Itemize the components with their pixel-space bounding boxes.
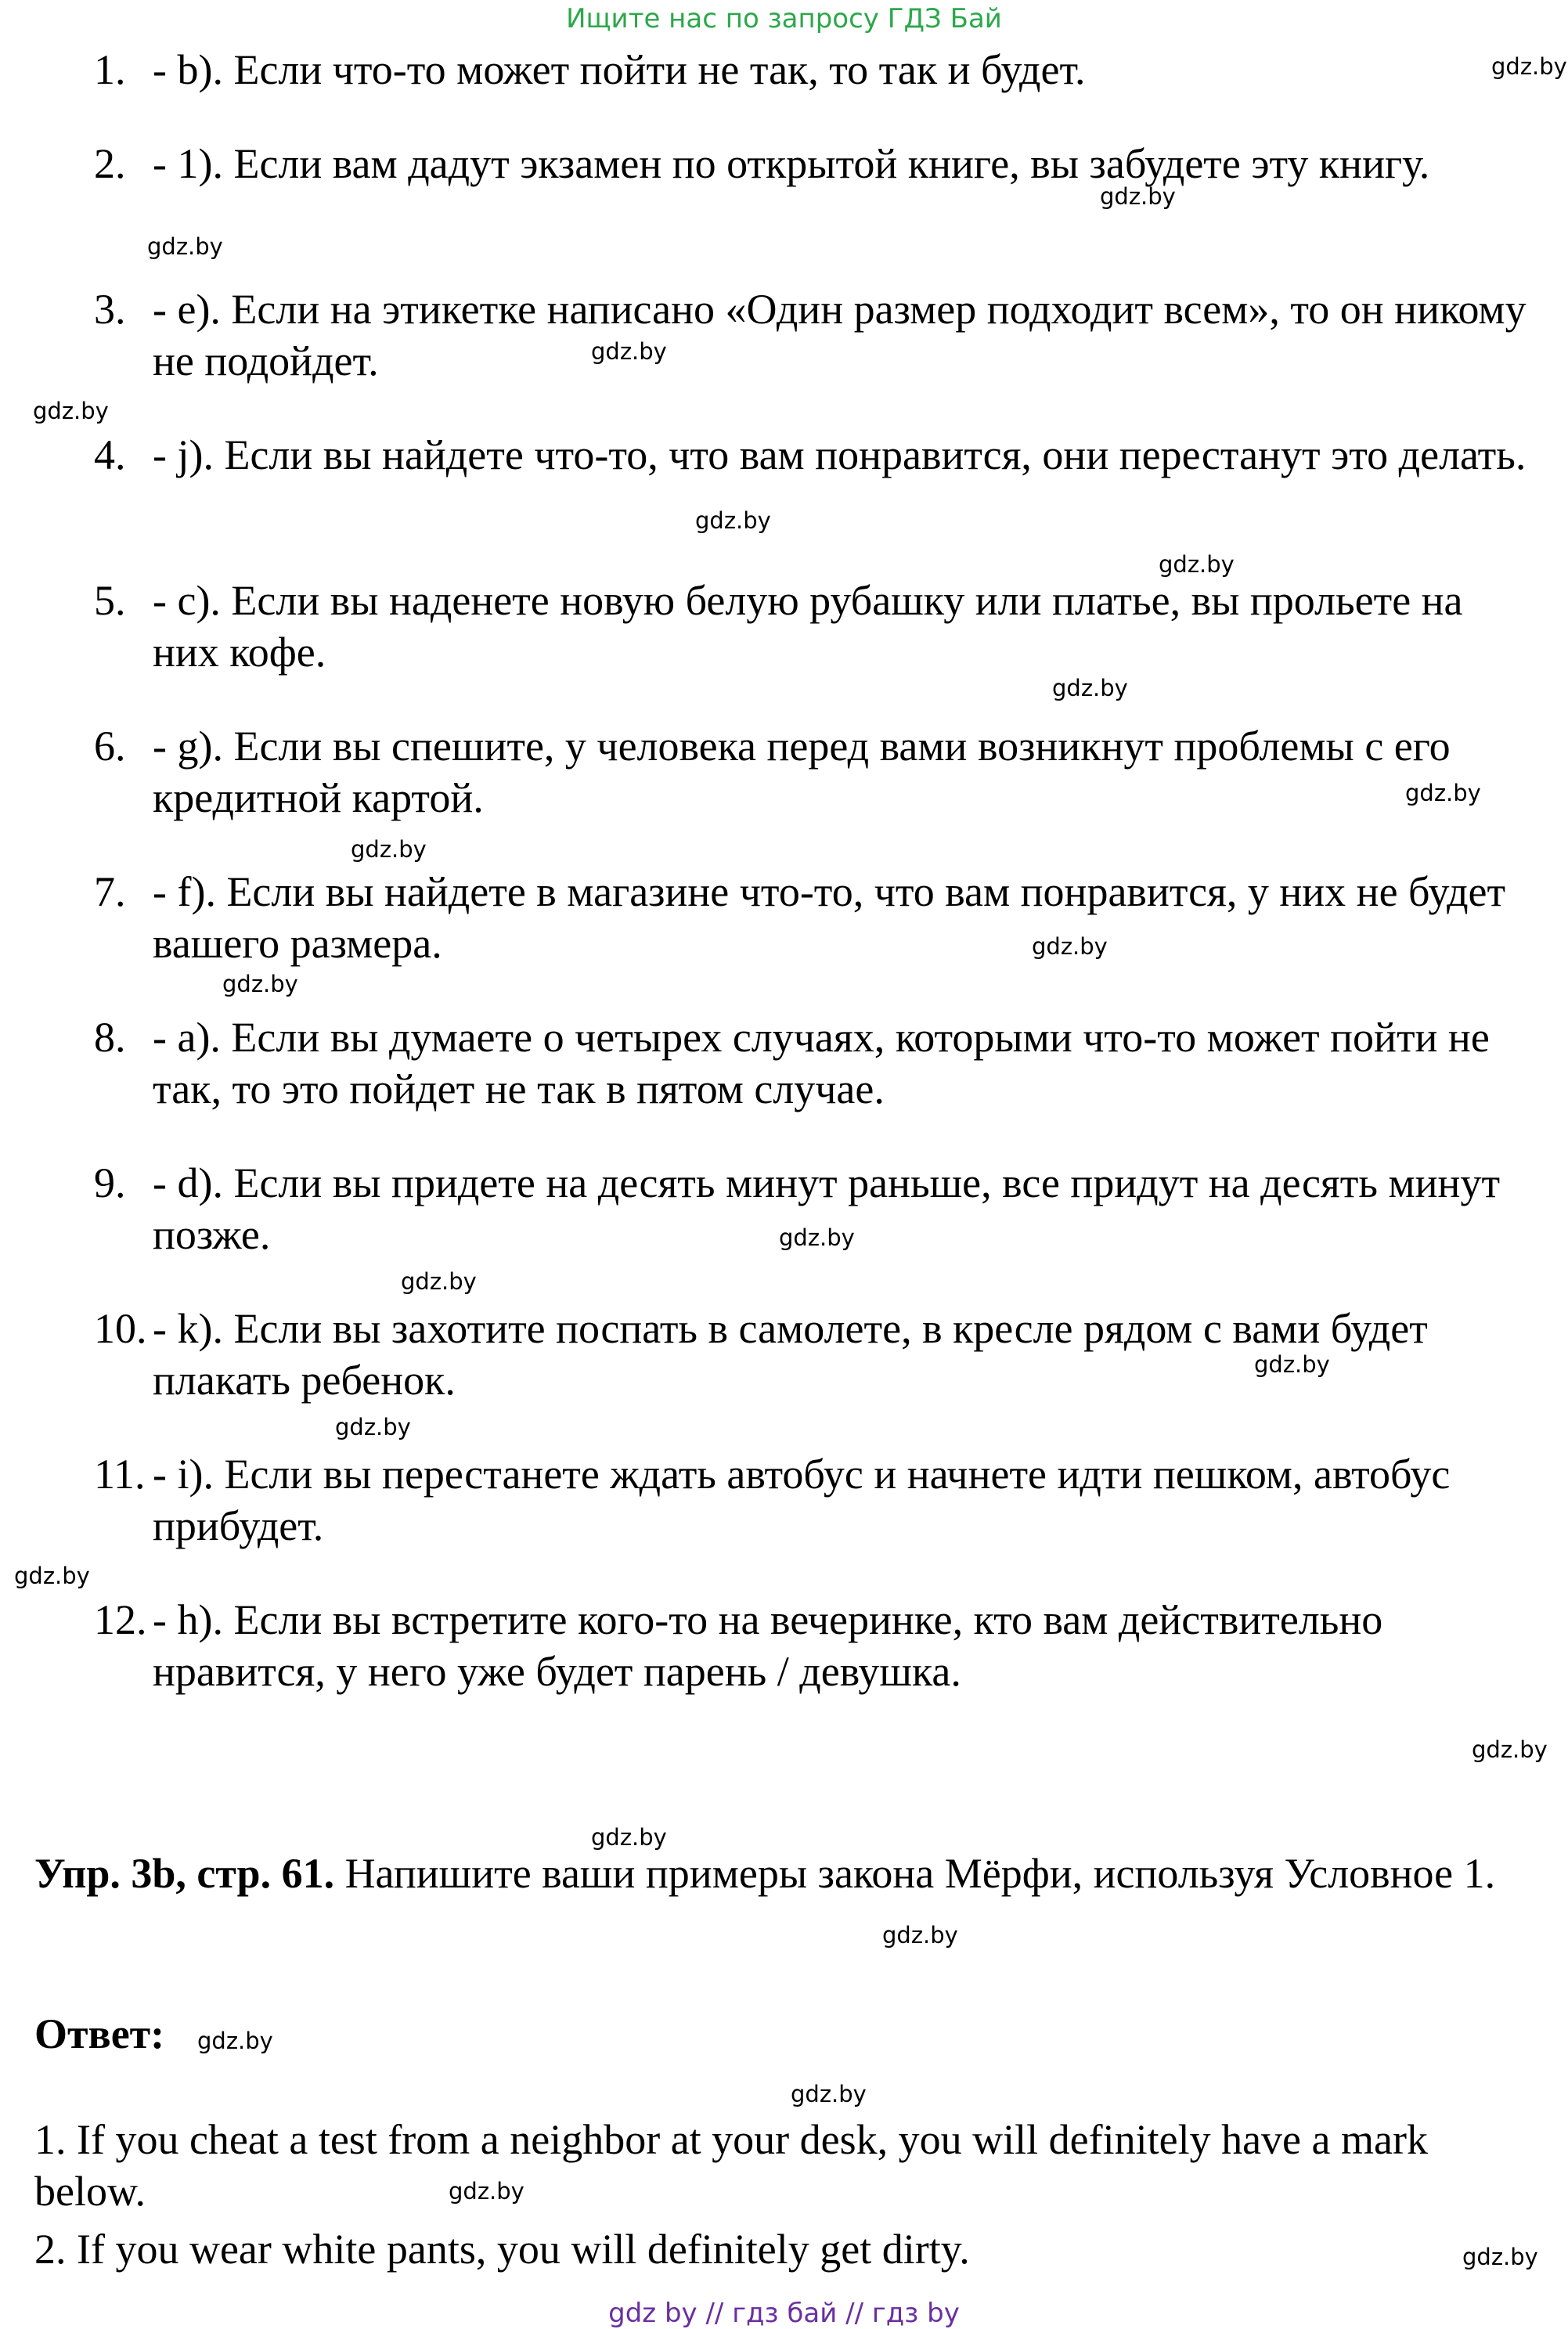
watermark: gdz.by [147, 233, 223, 260]
watermark: gdz.by [401, 1268, 477, 1295]
task-text: Напишите ваши примеры закона Мёрфи, используя Условное 1. [334, 1850, 1496, 1897]
answer-label: Ответ: [34, 2010, 165, 2057]
item-number: 6. [94, 723, 126, 770]
item-number: 10. [94, 1305, 147, 1352]
item-text: - k). Если вы захотите поспать в самолете, в кресле рядом с вами будет плакать ребенок. [153, 1305, 1428, 1404]
watermark: gdz.by [1405, 780, 1481, 806]
watermark: gdz.by [449, 2178, 524, 2205]
watermark: gdz.by [779, 1224, 855, 1251]
watermark: gdz.by [695, 507, 771, 534]
item-text: - j). Если вы найдете что-то, что вам понравится, они перестанут это делать. [153, 431, 1527, 478]
item-number: 3. [94, 286, 126, 333]
item-text: - d). Если вы придете на десять минут раньше, все придут на десять минут позже. [153, 1159, 1501, 1258]
item-number: 1. [94, 46, 126, 93]
watermark: gdz.by [1462, 2244, 1538, 2270]
watermark: gdz.by [1472, 1736, 1548, 1763]
item-text: - f). Если вы найдете в магазине что-то, что вам понравится, у них не будет вашего размера. [153, 868, 1506, 967]
item-text: - 1). Если вам дадут экзамен по открытой книге, вы забудете эту книгу. [153, 140, 1430, 187]
item-number: 8. [94, 1014, 126, 1061]
item-text: - g). Если вы спешите, у человека перед вами возникнут проблемы с его кредитной картой. [153, 723, 1451, 821]
watermark: gdz.by [1491, 53, 1567, 80]
item-text: - h). Если вы встретите кого-то на вечеринке, кто вам действительно нравится, у него уже будет парень / девушка. [153, 1596, 1383, 1695]
item-number: 12. [94, 1596, 147, 1643]
watermark: gdz.by [351, 836, 427, 863]
item-text: - c). Если вы наденете новую белую рубашку или платье, вы прольете на них кофе. [153, 577, 1463, 676]
answer-line: 2. If you wear white pants, you will definitely get dirty. [34, 2226, 970, 2273]
watermark: gdz.by [1052, 675, 1128, 701]
item-text: - b). Если что-то может пойти не так, то так и будет. [153, 46, 1086, 93]
watermark: gdz.by [1032, 933, 1108, 960]
item-text: - a). Если вы думаете о четырех случаях, которыми что-то может пойти не так, то это пойдет не так в пятом случае. [153, 1014, 1490, 1112]
watermark: gdz.by [222, 971, 298, 997]
watermark: gdz.by [791, 2081, 867, 2107]
watermark: gdz.by [33, 398, 109, 424]
task-heading [34, 1848, 1522, 1899]
watermark: gdz.by [1159, 551, 1235, 578]
watermark: gdz.by [14, 1563, 90, 1589]
item-text: - i). Если вы перестанете ждать автобус и начнете идти пешком, автобус прибудет. [153, 1451, 1451, 1549]
footer-links[interactable]: gdz by // гдз бай // гдз by [608, 2298, 960, 2329]
watermark: gdz.by [882, 1922, 958, 1949]
item-text: - e). Если на этикетке написано «Один размер подходит всем», то он никому не подойдет. [153, 286, 1527, 384]
item-number: 7. [94, 868, 126, 915]
task-label: Упр. 3b, стр. 61. [34, 1850, 335, 1897]
watermark: gdz.by [335, 1414, 411, 1440]
watermark: gdz.by [1100, 183, 1176, 210]
watermark: gdz.by [591, 338, 667, 365]
item-number: 2. [94, 140, 126, 187]
watermark: gdz.by [591, 1824, 667, 1851]
watermark: gdz.by [1254, 1351, 1330, 1378]
watermark: gdz.by [197, 2028, 273, 2054]
top-banner[interactable]: Ищите нас по запросу ГДЗ Бай [566, 3, 1002, 34]
item-number: 11. [94, 1451, 146, 1498]
item-number: 4. [94, 431, 126, 478]
answer-line: 1. If you cheat a test from a neighbor at your desk, you will definitely have a mark below. [34, 2116, 1428, 2215]
item-number: 5. [94, 577, 126, 624]
item-number: 9. [94, 1159, 126, 1206]
